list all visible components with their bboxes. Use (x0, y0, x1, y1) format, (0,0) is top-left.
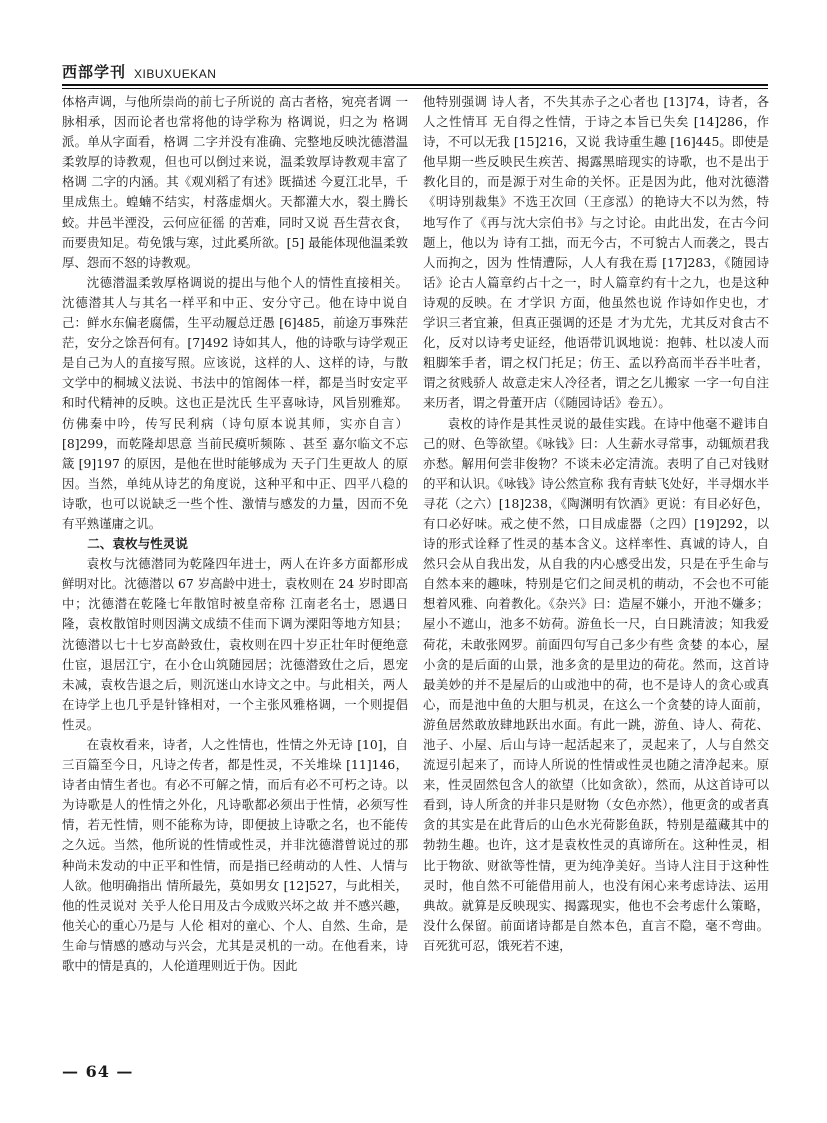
header-rule-thin (62, 88, 768, 89)
journal-title-en: XIBUXUEKAN (134, 67, 217, 81)
paragraph: 沈德潜温柔敦厚格调说的提出与他个人的情性直接相关。沈德潜其人与其名一样平和中正、安分守己。他在诗中说自己：鲜水东偏老腐儒，生平动履总迂愚 [6]485，前途万事殊茫茫，安分之馀吾何有。[7]492 诗如其人，他的诗歌与诗学观正是自己为人的直接写照。应该说，这样的人、这样的诗，与散文学中的桐城义法说、书法中的馆阁体一样，都是当时安定平和时代精神的反映。这也正是沈氏 生平喜咏诗，风旨别雅郑。仿佛秦中吟，传写民利病（诗句原本说其师，实亦自言）[8]299，而乾隆却思意 当前民瘼听频陈 、甚至 嘉尔临文不忘箴 [9]197 的原因，是他在世时能够成为 天子门生更故人 的原因。当然，单纯从诗艺的角度说，这种平和中正、四平八稳的诗歌，也可以说缺乏一些个性、激情与感发的力量，因而不免有平熟谨庸之讥。 (62, 274, 408, 531)
paragraph: 体格声调，与他所崇尚的前七子所说的 高古者格，宛亮者调 一脉相承，因而论者也常将他的诗学称为 格调说，归之为 格调派。单从字面看，格调 二字并没有准确、完整地反映沈德潜温柔敦厚的诗教观，但也可以倒过来说，温柔敦厚诗教观丰富了 格调 二字的内涵。其《观刈稻了有述》既描述 今夏江北旱，千里成焦土。蝗蝻不结实，村落虚烟火。天都灌大水，裂土腾长蛟。井邑半湮没，云何应征徭 的苦难，同时又说 吾生营衣食，而要贵知足。苟免饿与寒，过此奚所欲。[5] 最能体现他温柔敦厚、怨而不怒的诗教观。 (62, 94, 408, 270)
paragraph: 他特别强调 诗人者，不失其赤子之心者也 [13]74，诗者，各人之性情耳 无自得之性情，于诗之本旨已失矣 [14]286，作诗，不可以无我 [15]216，又说 我诗重生趣 [16]445。即使是他早期一些反映民生疾苦、揭露黑暗现实的诗歌，也不是出于教化目的，而是源于对生命的关怀。正是因为此，他对沈德潜《明诗别裁集》不选王次回（王彦泓）的艳诗大不以为然，特地写作了《再与沈大宗伯书》与之讨论。由此出发，在古今问题上，他以为 诗有工拙，而无今古，不可貌古人而袭之，畏古人而拘之，因为 性情遭际，人人有我在焉 [17]283，《随园诗话》论古人篇章约占十之一，时人篇章约有十之九，也是这种诗观的反映。在 才学识 方面，他虽然也说 作诗如作史也，才学识三者宜兼，但真正强调的还是 才为尤先，尤其反对食古不化，反对以诗考史证经，他语带讥讽地说：抱韩、杜以凌人而粗脚笨手者，谓之权门托足；仿王、孟以矜高而半吞半吐者，谓之贫贱骄人 故意走宋人冷径者，谓之乞儿搬家 一字一句自注来历者，谓之骨董开店（《随园诗话》卷五）。 (423, 94, 769, 411)
running-header (62, 62, 768, 82)
page-number: — 64 — (62, 1062, 134, 1081)
journal-title-cn: 西部学刊 (62, 63, 127, 81)
paragraph: 在袁枚看来，诗者，人之性情也，性情之外无诗 [10]，自三百篇至今日，凡诗之传者，都是性灵，不关堆垛 [11]146，诗者由情生者也。有必不可解之情，而后有必不可朽之诗。以为诗歌是人的性情之外化，凡诗歌都必须出于性情，必须写性情，若无性情，则不能称为诗，即便披上诗歌之名，也不能传之久远。当然，他所说的性情或性灵，并非沈德潜曾说过的那种尚未发动的中正平和性情，而是指已经萌动的人性、人情与人欲。他明确指出 情所最先，莫如男女 [12]527，与此相关，他的性灵说对 关乎人伦日用及古今成败兴坏之故 并不感兴趣，他关心的重心乃是与 人伦 相对的童心、个人、自然、生命，是生命与情感的感动与兴会，尤其是灵机的一动。在他看来，诗歌中的情是真的，人伦道理则近于伪。因此 (62, 737, 408, 974)
paragraph: 袁枚的诗作是其性灵说的最佳实践。在诗中他毫不避讳自己的财、色等欲望。《咏钱》曰：人生薪水寻常事，动辄烦君我亦愁。解用何尝非俊物？不谈未必定清流。表明了自己对钱财的平和认识。《咏钱》诗公然宣称 我有青蚨飞处好，半寻烟水半寻花（之六）[18]238，《陶渊明有饮酒》更说：有目必好色，有口必好味。戒之使不然，口目成虚器（之四）[19]292，以诗的形式诠释了性灵的基本含义。这样率性、真诚的诗人，自然只会从自我出发，从自我的内心感受出发，只是在乎生命与自然本来的趣味，特别是它们之间灵机的萌动，不会也不可能想着风雅、向着教化。《杂兴》曰：造屋不嫌小，开池不嫌多；屋小不遮山，池多不妨荷。游鱼长一尺，白日跳清波；知我爱荷花，未敢张网罗。前面四句写自己多少有些 贪婪 的本心，屋小贪的是后面的山景，池多贪的是里边的荷花。然而，这首诗最美妙的并不是屋后的山或池中的荷，也不是诗人的贪心或真心，而是池中鱼的大胆与机灵，在这么一个贪婪的诗人面前，游鱼居然敢放肆地跃出水面。有此一跳，游鱼、诗人、荷花、池子、小屋、后山与诗一起活起来了，灵起来了，人与自然交流逗引起来了，而诗人所说的性情或性灵也随之清净起来。原来，性灵固然包含人的欲望（比如贪欲），然而，从这首诗可以看到，诗人所贪的并非只是财物（女色亦然），他更贪的或者真贪的其实是在此背后的山色水光荷影鱼跃，特别是蕴藏其中的勃勃生趣。也许，这才是袁枚性灵的真谛所在。这种性灵，相比于物欲、财欲等性情，更为纯净美好。当诗人注目于这种性灵时，他自然不可能借用前人，也没有闲心来考虑诗法、运用典故。就算是反映现实、揭露现实，他也不会考虑什么策略，没什么保留。前面诸诗都是自然本色，直言不隐，毫不弯曲。百死犹可忍，饿死若不速， (423, 415, 769, 953)
right-column (423, 92, 769, 1092)
paragraph: 袁枚与沈德潜同为乾隆四年进士，两人在许多方面都形成鲜明对比。沈德潜以 67 岁高龄中进士，袁枚则在 24 岁时即高中；沈德潜在乾隆七年散馆时被皇帝称 江南老名士，恩遇日隆，袁枚散馆时则因满文成绩不佳而下调为溧阳等地方知县；沈德潜以七十七岁高龄致仕，袁枚则在四十岁正壮年时便绝意仕宦，退居江宁，在小仓山筑随园居；沈德潜致仕之后，恩宠未减，袁枚告退之后，则沉迷山水诗文之中。与此相关，两人在诗学上也几乎是针锋相对，一个主张风雅格调，一个则提倡性灵。 (62, 556, 408, 732)
left-column (62, 92, 408, 1092)
section-heading: 二、袁枚与性灵说 (87, 536, 188, 552)
header-rule-thick (62, 84, 768, 86)
